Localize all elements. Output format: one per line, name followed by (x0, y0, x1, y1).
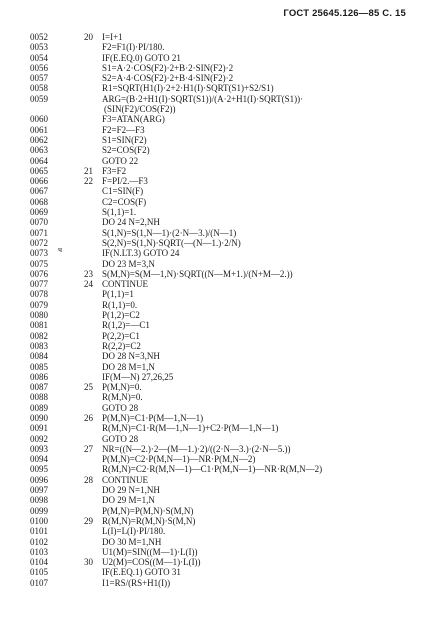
code-statement: S(2,N)=S(1,N)·SQRT(—(N—1.)·2/N) (102, 237, 241, 248)
code-statement: R(1,1)=0. (102, 299, 138, 310)
line-number: 0105 (30, 567, 48, 578)
code-statement: F2=F1(I)·PI/180. (102, 42, 165, 53)
code-statement: F3=ATAN(ARG) (102, 114, 165, 125)
line-number: 0098 (30, 495, 48, 506)
code-line (0, 403, 422, 413)
line-number: 0093 (30, 443, 48, 454)
code-line (0, 186, 422, 196)
code-statement: S(1,N)=S(1,N—1)·(2·N—3.)/(N—1) (102, 227, 237, 238)
code-line (0, 578, 422, 588)
code-statement: DO 23 M=3,N (102, 258, 155, 269)
code-statement: S1=SIN(F2) (102, 134, 147, 145)
code-statement: U1(M)=SIN((M—1)·L(I)) (102, 546, 198, 557)
code-statement: NR=((N—2.)·2—(M—1.)·2)/((2·N—3.)·(2·N—5.)) (102, 443, 291, 454)
statement-label: 24 (84, 279, 93, 290)
code-statement: S(1,1)=1. (102, 207, 137, 218)
code-line (0, 269, 422, 279)
code-line (0, 547, 422, 557)
code-statement: I1=RS/(RS+H1(I)) (102, 577, 171, 588)
code-statement: R(M,N)=0. (102, 392, 143, 403)
line-number: 0069 (30, 207, 48, 218)
code-statement: DO 28 M=1,N (102, 361, 155, 372)
code-line (0, 382, 422, 392)
line-number: 0067 (30, 186, 48, 197)
code-line (0, 73, 422, 83)
code-statement: C2=COS(F) (102, 196, 147, 207)
code-statement: F2=F2—F3 (102, 124, 145, 135)
line-number: 0084 (30, 351, 48, 362)
code-line (0, 372, 422, 382)
line-number: 0107 (30, 577, 48, 588)
code-line (0, 423, 422, 433)
line-number: 0081 (30, 320, 48, 331)
code-line (0, 567, 422, 577)
code-statement: S2=COS(F2) (102, 145, 150, 156)
line-number: 0065 (30, 165, 48, 176)
code-line (0, 176, 422, 186)
code-line (0, 434, 422, 444)
line-number: 0091 (30, 423, 48, 434)
code-statement: IF(M—N) 27,26,25 (102, 371, 174, 382)
code-statement: L(I)=L(I)·PI/180. (102, 526, 166, 537)
code-statement: CONTINUE (102, 279, 148, 290)
statement-label: 22 (84, 176, 93, 187)
code-statement: I=I+1 (102, 32, 123, 42)
line-number: 0101 (30, 526, 48, 537)
code-statement: P(M,N)=C1·P(M—1,N—1) (102, 412, 204, 423)
code-statement: P(2,2)=C1 (102, 330, 140, 341)
code-line (0, 197, 422, 207)
line-number: 0079 (30, 299, 48, 310)
line-number: 0102 (30, 536, 48, 547)
statement-label: 29 (84, 515, 93, 526)
code-statement: R(2,2)=C2 (102, 340, 141, 351)
code-line (0, 526, 422, 536)
line-number: 0064 (30, 155, 48, 166)
code-line (0, 279, 422, 289)
line-number: 0063 (30, 145, 48, 156)
code-line (0, 94, 422, 115)
code-statement: P(1,2)=C2 (102, 310, 140, 321)
code-statement: CONTINUE (102, 474, 148, 485)
code-line (0, 495, 422, 505)
code-line (0, 362, 422, 372)
code-line (0, 125, 422, 135)
code-line (0, 259, 422, 269)
code-line (0, 454, 422, 464)
code-statement: P(M,N)=C2·P(M,N—1)—NR·P(M,N—2) (102, 454, 256, 465)
code-statement: R(1,2)=—C1 (102, 320, 150, 331)
code-line (0, 245, 422, 259)
line-number: 0092 (30, 433, 48, 444)
line-number: 0083 (30, 340, 48, 351)
code-line (0, 156, 422, 166)
statement-label: 20 (84, 32, 93, 42)
line-number: 0072 (30, 237, 48, 248)
code-line (0, 166, 422, 176)
code-line (0, 300, 422, 310)
statement-label: 27 (84, 443, 93, 454)
code-line (0, 516, 422, 526)
code-line (0, 32, 422, 42)
line-number: 0061 (30, 124, 48, 135)
code-line (0, 42, 422, 52)
line-number: 0068 (30, 196, 48, 207)
code-line (0, 83, 422, 93)
code-line (0, 464, 422, 474)
code-statement: GOTO 22 (102, 155, 139, 166)
line-number: 0088 (30, 392, 48, 403)
code-line (0, 506, 422, 516)
code-line (0, 145, 422, 155)
code-statement: DO 29 N=1,NH (102, 485, 160, 496)
code-statement: DO 30 M=1,NH (102, 536, 162, 547)
page-header: ГОСТ 25645.126—85 С. 15 (283, 8, 406, 19)
line-number: 0087 (30, 382, 48, 393)
code-statement: P(M,N)=P(M,N)·S(M,N) (102, 505, 194, 516)
line-number: 0080 (30, 310, 48, 321)
line-number: 0086 (30, 371, 48, 382)
code-statement: DO 28 N=3,NH (102, 351, 160, 362)
code-line (0, 217, 422, 227)
code-statement: R(M,N)=C2·R(M,N—1)—C1·P(M,N—1)—NR·R(M,N—2) (102, 464, 323, 475)
code-statement: S1=A·2·COS(F2)·2+B·2·SIN(F2)·2 (102, 62, 234, 73)
code-statement: DO 24 N=2,NH (102, 217, 160, 228)
code-line (0, 310, 422, 320)
line-number: 0095 (30, 464, 48, 475)
line-number: 0066 (30, 176, 48, 187)
line-number: 0085 (30, 361, 48, 372)
code-statement: F=PI/2.—F3 (102, 176, 148, 187)
code-statement-continuation: (SIN(F2)/COS(F2)) (104, 104, 176, 115)
line-number: 0056 (30, 62, 48, 73)
statement-label: 26 (84, 412, 93, 423)
code-line (0, 392, 422, 402)
code-statement: IF(N.LT.3) GOTO 24 (102, 248, 180, 259)
code-statement: S2=A·4·COS(F2)·2+B·4·SIN(F2)·2 (102, 73, 234, 84)
line-number: 0096 (30, 474, 48, 485)
line-number: 0089 (30, 402, 48, 413)
line-number: 0075 (30, 258, 48, 269)
statement-label: 21 (84, 165, 93, 176)
statement-label: 25 (84, 382, 93, 393)
code-statement: GOTO 28 (102, 402, 139, 413)
code-line (0, 135, 422, 145)
code-line (0, 351, 422, 361)
line-number: 0094 (30, 454, 48, 465)
code-line (0, 289, 422, 299)
line-number: 0097 (30, 485, 48, 496)
line-number: 0060 (30, 114, 48, 125)
line-number: 0082 (30, 330, 48, 341)
code-line (0, 53, 422, 63)
line-number: 0076 (30, 268, 48, 279)
code-statement: C1=SIN(F) (102, 186, 144, 197)
code-statement: F3=F2 (102, 165, 127, 176)
statement-label: 28 (84, 474, 93, 485)
statement-label: 23 (84, 268, 93, 279)
code-statement: GOTO 28 (102, 433, 139, 444)
code-statement: DO 29 M=1,N (102, 495, 155, 506)
code-statement: P(1,1)=1 (102, 289, 134, 300)
line-number: 0054 (30, 52, 48, 63)
line-number: 0090 (30, 412, 48, 423)
code-statement: R(M,N)=C1·R(M—1,N—1)+C2·P(M—1,N—1) (102, 423, 279, 434)
code-line (0, 331, 422, 341)
code-statement: ARG=(B·2+H1(I)·SQRT(S1))/(A·2+H1(I)·SQRT(S1))· (102, 93, 304, 104)
margin-tick-mark: ч (58, 245, 63, 254)
code-listing (0, 32, 422, 588)
code-line (0, 238, 422, 248)
code-line (0, 320, 422, 330)
code-statement: S(M,N)=S(M—1,N)·SQRT((N—M+1.)/(N+M—2.)) (102, 268, 293, 279)
code-line (0, 114, 422, 124)
line-number: 0062 (30, 134, 48, 145)
line-number: 0070 (30, 217, 48, 228)
code-statement: R(M,N)=R(M,N)·S(M,N) (102, 515, 196, 526)
code-line (0, 228, 422, 238)
code-line (0, 207, 422, 217)
line-number: 0059 (30, 93, 48, 104)
line-number: 0057 (30, 73, 48, 84)
line-number: 0099 (30, 505, 48, 516)
line-number: 0073 (30, 248, 48, 259)
line-number: 0077 (30, 279, 48, 290)
code-statement: P(M,N)=0. (102, 382, 142, 393)
line-number: 0071 (30, 227, 48, 238)
code-line (0, 537, 422, 547)
line-number: 0058 (30, 83, 48, 94)
code-line (0, 341, 422, 351)
line-number: 0052 (30, 32, 48, 42)
code-line (0, 63, 422, 73)
code-statement: R1=SQRT(H1(I)·2+2·H1(I)·SQRT(S1)+S2/S1) (102, 83, 274, 94)
code-line (0, 413, 422, 423)
code-line (0, 444, 422, 454)
line-number: 0078 (30, 289, 48, 300)
code-statement: IF(E.EQ.1) GOTO 31 (102, 567, 181, 578)
line-number: 0103 (30, 546, 48, 557)
line-number: 0053 (30, 42, 48, 53)
code-line (0, 485, 422, 495)
code-line (0, 557, 422, 567)
code-statement: U2(M)=COS((M—1)·L(I)) (102, 557, 201, 568)
code-line (0, 475, 422, 485)
line-number: 0100 (30, 515, 48, 526)
line-number: 0104 (30, 557, 48, 568)
code-statement: IF(E.EQ.0) GOTO 21 (102, 52, 181, 63)
statement-label: 30 (84, 557, 93, 568)
